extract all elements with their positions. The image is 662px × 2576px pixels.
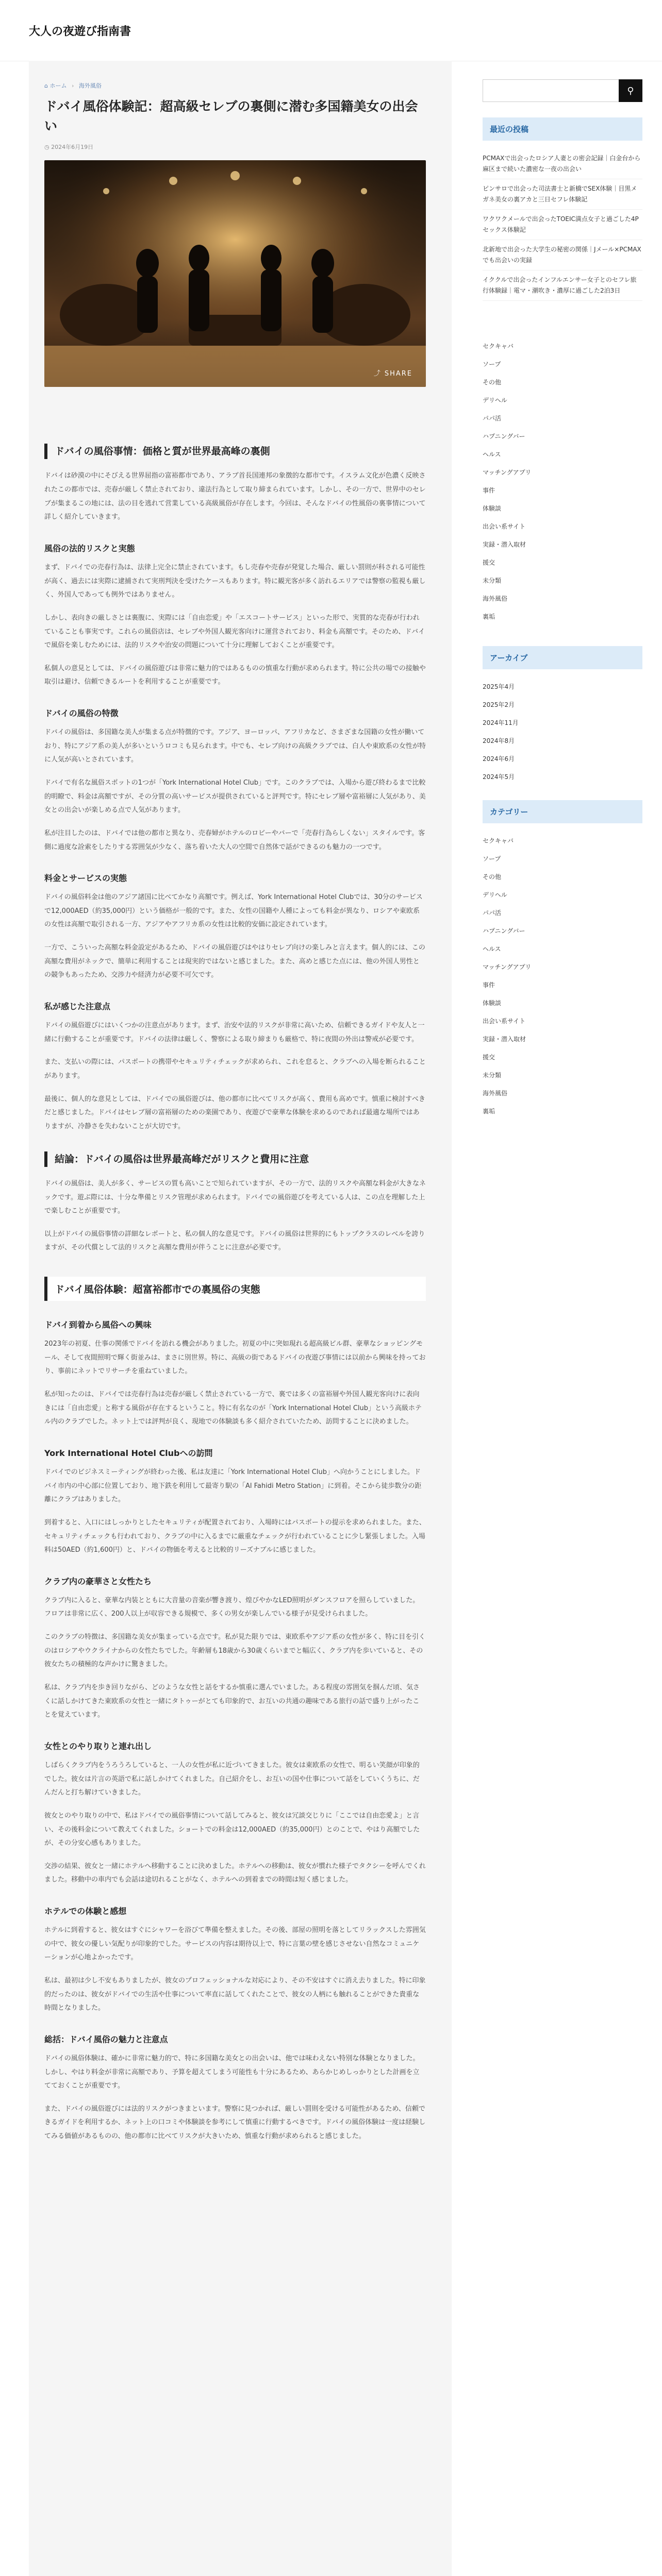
category-link[interactable]: ソープ	[483, 855, 501, 862]
hero-image	[44, 160, 426, 387]
breadcrumb-home[interactable]: ホーム	[49, 82, 67, 89]
paragraph: ドバイで有名な風俗スポットの1つが「York International Hotel Club」です。このクラブでは、入場から遊び終わるまで比較的明瞭で、料金は高額ですが、その分質の高いサービスが提供されていると評判です。特にセレブ層や富裕層に人気があり、美女との出会いが楽しめる点で人気があります。	[44, 779, 426, 815]
category-link[interactable]: 出会い系サイト	[483, 523, 526, 530]
sidebar	[483, 61, 642, 1120]
share-button[interactable]	[374, 368, 416, 378]
paragraph: ドバイの風俗体験は、確かに非常に魅力的で、特に多国籍な美女との出会いは、他では味わえない特別な体験となりました。しかし、やはり料金が非常に高額であり、予算を超えてしまう可能性も十分にあるため、あらかじめしっかりとした計画を立てておくことが重要です。	[44, 2054, 420, 2090]
paragraph: 彼女とのやり取りの中で、私はドバイでの風俗事情について話してみると、彼女は冗談交じりに「ここでは自由恋愛よ」と言い、その後料金について教えてくれました。ショートでの料金は12,000AED（約35,000円）とのことで、やはり高額でしたが、その分安心感もありました。	[44, 1811, 420, 1848]
paragraph: 私個人の意見としては、ドバイの風俗遊びは非常に魅力的ではあるものの慎重な行動が求められます。特に公共の場での接触や取引は避け、信頼できるルートを利用することが重要です。	[44, 664, 426, 686]
category-link[interactable]: 事件	[483, 487, 495, 494]
subsection-heading: York International Hotel Clubへの訪問	[44, 1448, 213, 1458]
archive-link[interactable]: 2024年11月	[483, 719, 519, 726]
paragraph: 到着すると、入口にはしっかりとしたセキュリティが配置されており、入場時にはパスポートの提示を求められました。また、セキュリティチェックも行われており、クラブの中に入るまでに厳重なチェックが行われていることに少し緊張しました。入場料は50AED（約1,600円）と、ドバイの物価を考えると比較的リーズナブルに感じました。	[44, 1518, 426, 1554]
site-title[interactable]: 大人の夜遊び指南書	[29, 25, 131, 38]
paragraph: 私は、クラブ内を歩き回りながら、どのような女性と話をするか慎重に選んでいました。ある程度の雰囲気を掴んだ頃、気さくに話しかけてきた東欧系の女性と一緒にタトゥーがとても印象的で、お互いの共通の趣味である旅行の話で盛り上がったことを覚えています。	[44, 1684, 420, 1719]
archive-link[interactable]: 2025年4月	[483, 683, 515, 690]
category-link[interactable]: 実録・潜入取材	[483, 1036, 526, 1043]
category-link[interactable]: その他	[483, 873, 502, 880]
paragraph: また、支払いの際には、パスポートの携帯やセキュリティチェックが求められ、これを怠ると、クラブへの入場を断られることがあります。	[44, 1058, 426, 1080]
share-icon: ⤴	[373, 370, 382, 378]
category-link[interactable]: パパ活	[483, 415, 502, 422]
paragraph: 以上がドバイの風俗事情の詳細なレポートと、私の個人的な意見です。ドバイの風俗は世界的にもトップクラスのレベルを誇りますが、その代償として法的リスクと高額な費用が伴うことに注意が必要です。	[44, 1230, 425, 1252]
subsection-heading: 料金とサービスの実態	[44, 873, 127, 884]
paragraph: 一方で、こういった高額な料金設定があるため、ドバイの風俗遊びはやはりセレブ向けの楽しみと言えます。個人的には、この高額な費用がネックで、簡単に利用することは現実的ではないと感じました。また、高めと感じた点には、他の外国人男性との競争もあったため、交渉力や経済力が必要不可欠です。	[44, 944, 425, 979]
paragraph: また、ドバイの風俗遊びには法的リスクがつきまといます。警察に見つかれば、厳しい罰則を受ける可能性があるため、信頼できるガイドを利用するか、ネット上の口コミや体験談を参考にして慎重に行動するべきです。ドバイの風俗体験は一度は経験してみる価値があるものの、他の都市に比べてリスクが大きいため、慎重な行動が求められると感じました。	[44, 2105, 426, 2141]
paragraph: 私が知ったのは、ドバイでは売春行為は売春が厳しく禁止されている一方で、裏では多くの富裕層や外国人観光客向けに表向きには「自由恋愛」と称する風俗が存在するということ。特に有名なのが「York International Hotel Club」という高級ホテル内のクラブでした。ネット上では評判が良く、現地での体験談も多く紹介されていたため、訪問することに決めました。	[44, 1391, 422, 1426]
article-body	[44, 444, 426, 2144]
category-link[interactable]: ヘルス	[483, 451, 501, 458]
category-link[interactable]: マッチングアプリ	[483, 963, 532, 971]
breadcrumb-separator: ›	[71, 82, 74, 89]
category-link[interactable]: セクキャバ	[483, 837, 514, 844]
category-link[interactable]: その他	[483, 379, 502, 386]
article	[44, 81, 426, 2153]
paragraph: しかし、表向きの厳しさとは裏腹に、実際には「自由恋愛」や「エスコートサービス」といった形で、実質的な売春が行われていることも事実です。これらの風俗店は、セレブや外国人観光客向けに運営されており、料金も高額です。そのため、ドバイで風俗を楽しむためには、法的リスクや治安の問題について十分に理解しておくことが重要です。	[44, 614, 425, 650]
category-link[interactable]: セクキャバ	[483, 343, 514, 350]
recent-post-link[interactable]: PCMAXで出会ったロシア人妻との密会記録｜白金台から麻区まで続いた濃密な一夜の出会い	[483, 149, 642, 179]
search-form	[483, 79, 642, 102]
section-heading: 結論：ドバイの風俗は世界最高峰だがリスクと費用に注意	[44, 1151, 426, 1167]
content-wrapper	[29, 61, 642, 2576]
recent-post-link[interactable]: イククルで出会ったインフルエンサー女子とのセフレ旅行体験録｜電マ・潮吹き・濃厚に過ごした2泊3日	[483, 270, 642, 301]
paragraph: ドバイの風俗料金は他のアジア諸国に比べてかなり高額です。例えば、York International Hotel Clubでは、30分のサービスで12,000AED（約35,000円）という価格が一般的です。また、女性の国籍や人種によっても料金が異なり、ロシアや東欧系の女性は高額で取引される一方、アジアやアフリカ系の女性は比較的安価に設定されています。	[44, 893, 423, 929]
paragraph: ドバイでのビジネスミーティングが終わった後、私は友達に「York International Hotel Club」へ向かうことにしました。ドバイ市内の中心部に位置しており、地下鉄を利用して最寄り駅の「Al Fahidi Metro Station」に到着。そこから徒歩数分の距離にクラブはありました。	[44, 1468, 422, 1504]
category-link[interactable]: 援交	[483, 1054, 495, 1061]
subsection-heading: クラブ内の豪華さと女性たち	[44, 1576, 152, 1586]
category-heading: カテゴリー	[483, 800, 642, 823]
category-link[interactable]: パパ活	[483, 909, 502, 917]
category-link[interactable]: 海外風俗	[483, 1090, 508, 1097]
category-link[interactable]: 援交	[483, 559, 495, 566]
share-label: SHARE	[384, 370, 412, 378]
paragraph: クラブ内に入ると、豪華な内装とともに大音量の音楽が響き渡り、煌びやかなLED照明がダンスフロアを照らしていました。フロアは非常に広く、200人以上が収容できる規模で、多くの男女が楽しんでいる様子が見受けられました。	[44, 1596, 420, 1618]
archive-list	[483, 677, 642, 786]
archive-link[interactable]: 2025年2月	[483, 701, 515, 708]
category-link[interactable]: 未分類	[483, 1072, 502, 1079]
subsection-heading: ドバイの風俗の特徴	[44, 708, 119, 719]
paragraph: ドバイは砂漠の中にそびえる世界屈指の富裕都市であり、アラブ首長国連邦の象徴的な都市です。イスラム文化が色濃く反映されたこの都市では、売春が厳しく禁止されており、違法行為として取り締まられています。しかし、その一方で、世界中のセレブが集まるこの地には、法の目を逃れて営業している高級風俗が存在します。今回は、そんなドバイの性風俗の裏事情について詳しく紹介していきます。	[44, 472, 426, 521]
section-heading-box: ドバイ風俗体験：超富裕都市での裏風俗の実態	[44, 1277, 426, 1301]
recent-posts-heading: 最近の投稿	[483, 117, 642, 141]
category-link[interactable]: 事件	[483, 981, 495, 989]
post-date-text: 2024年6月19日	[51, 144, 94, 150]
paragraph: ドバイの風俗遊びにはいくつかの注意点があります。まず、治安や法的リスクが非常に高いため、信頼できるガイドや友人と一緒に行動することが重要です。ドバイの法律は厳しく、警察による取り締まりも厳格で、特に夜間の外出は警戒が必要です。	[44, 1022, 425, 1043]
paragraph: このクラブの特徴は、多国籍な美女が集まっている点です。私が見た限りでは、東欧系やアジア系の女性が多く、特に目を引くのはロシアやウクライナからの女性たちでした。年齢層も18歳から30歳くらいまでと幅広く、クラブ内を歩いていると、その彼女たちの積極的な声かけに驚きました。	[44, 1633, 426, 1669]
search-input[interactable]	[483, 79, 619, 102]
search-button[interactable]	[619, 79, 642, 102]
category-link[interactable]: 体験談	[483, 999, 502, 1007]
paragraph: しばらくクラブ内をうろうろしていると、一人の女性が私に近づいてきました。彼女は東欧系の女性で、明るい笑顔が印象的でした。彼女は片言の英語で私に話しかけてくれました。自己紹介をし、お互いの国や仕事について話をしていくうちに、だんだんと打ち解けていきました。	[44, 1761, 420, 1797]
archive-link[interactable]: 2024年6月	[483, 755, 515, 762]
category-link[interactable]: デリヘル	[483, 397, 507, 404]
paragraph: ドバイの風俗は、多国籍な美人が集まる点が特徴的です。アジア、ヨーロッパ、アフリカなど、さまざまな国籍の女性が働いており、特にアジア系の美人が多いというロコミも見られます。中でも、セレブ向けの高級クラブでは、白人や東欧系の女性が特に人気が高いとされています。	[44, 728, 426, 764]
main-column	[29, 61, 452, 2576]
paragraph: ドバイの風俗は、美人が多く、サービスの質も高いことで知られていますが、その一方で、法的リスクや高額な料金が大きなネックです。遊ぶ際には、十分な準備とリスク管理が求められます。ドバイでの風俗遊びを考えている人は、この点を理解した上で楽しむことが重要です。	[44, 1179, 426, 1215]
subsection-heading: 総括：ドバイ風俗の魅力と注意点	[44, 2034, 168, 2044]
recent-post-link[interactable]: ワクワクメールで出会ったTOEIC満点女子と過ごした4Pセックス体験記	[483, 210, 642, 240]
subsection-heading: 女性とのやり取りと連れ出し	[44, 1741, 152, 1751]
paragraph: 交渉の結果、彼女と一緒にホテルへ移動することに決めました。ホテルへの移動は、彼女が慣れた様子でタクシーを呼んでくれました。移動中の車内でも会話は途切れることがなく、ホテルへの到着までの時間は短く感じました。	[44, 1862, 426, 1884]
category-link[interactable]: 未分類	[483, 577, 502, 584]
breadcrumb	[44, 81, 426, 90]
site-header	[0, 0, 662, 61]
category-link[interactable]: ハプニングバー	[483, 433, 525, 440]
home-icon: ⌂	[44, 82, 48, 89]
hero-illustration	[44, 160, 426, 387]
calendar-icon: ◷	[44, 144, 49, 150]
category-link[interactable]: ヘルス	[483, 945, 501, 953]
recent-post-link[interactable]: 北新地で出会った大学生の秘密の関係｜Jメール×PCMAXでも出会いの実録	[483, 240, 642, 270]
category-list-top	[483, 337, 642, 625]
archive-link[interactable]: 2024年8月	[483, 737, 515, 744]
paragraph: ホテルに到着すると、彼女はすぐにシャワーを浴びて準備を整えました。その後、部屋の照明を落としてリラックスした雰囲気の中で、彼女の優しい気配りが印象的でした。サービスの内容は期待以上で、特に言葉の壁を感じさせない自然なコミュニケーションが心地よかったです。	[44, 1926, 426, 1962]
paragraph: 最後に、個人的な意見としては、ドバイでの風俗遊びは、他の都市に比べてリスクが高く、費用も高めです。慎重に検討すべきだと感じました。ドバイはセレブ層の富裕層のための楽園であり、夜遊びで豪華な体験を求めるのであれば最適な場所ではありますが、冷静さを失わないことが大切です。	[44, 1095, 425, 1130]
paragraph: まず、ドバイでの売春行為は、法律上完全に禁止されています。もし売春や売春が発覚した場合、厳しい罰則が科される可能性が高く、過去には実際に逮捕されて実刑判決を受けたケースもあります。特に観光客が多く訪れるエリアでは警察の監視も厳しく、外国人であっても例外ではありません。	[44, 563, 426, 599]
category-link[interactable]: 裏垢	[483, 613, 495, 620]
subsection-heading: 私が感じた注意点	[44, 1002, 111, 1012]
category-link[interactable]: 体験談	[483, 505, 502, 512]
category-link[interactable]: 実録・潜入取材	[483, 541, 526, 548]
section-heading: ドバイの風俗事情：価格と質が世界最高峰の裏側	[44, 444, 426, 459]
breadcrumb-category[interactable]: 海外風俗	[78, 82, 102, 89]
category-link[interactable]: ソープ	[483, 361, 501, 368]
recent-posts-list	[483, 149, 642, 301]
category-link[interactable]: デリヘル	[483, 891, 507, 899]
paragraph: 2023年の初夏、仕事の関係でドバイを訪れる機会がありました。初夏の中に突如現れる超高級ビル群、豪華なショッピングモール、そして夜間照明で輝く街並みは、まさに別世界。特に、高級の街であるドバイの夜遊び事情には以前から興味を持っており、事前にネットでリサーチを重ねていました。	[44, 1340, 426, 1376]
recent-post-link[interactable]: ピンサロで出会った司法書士と新橋でSEX体験｜目黒メガネ美女の裏アカと三日セフレ体験記	[483, 179, 642, 210]
paragraph: 私が注目したのは、ドバイでは他の都市と異なり、売春婦がホテルのロビーやバーで「売春行為らしくない」スタイルです。客側に過度な詮索をしたりする雰囲気が少なく、落ち着いた大人の空間で自然体で話ができるのも魅力の一つです。	[44, 829, 425, 851]
subsection-heading: ホテルでの体験と感想	[44, 1906, 127, 1917]
archive-heading: アーカイブ	[483, 646, 642, 669]
subsection-heading: 風俗の法的リスクと実態	[44, 543, 135, 553]
paragraph: 私は、最初は少し不安もありましたが、彼女のプロフェッショナルな対応により、その不安はすぐに消え去りました。特に印象的だったのは、彼女がドバイでの生活や仕事について率直に話してくれたことで、彼女の人柄にも触れることができた貴重な時間となりました。	[44, 1976, 426, 2012]
category-link[interactable]: 海外風俗	[483, 595, 508, 602]
search-icon: ⚲	[627, 85, 634, 96]
category-link[interactable]: 出会い系サイト	[483, 1018, 526, 1025]
category-list	[483, 832, 642, 1120]
category-link[interactable]: ハプニングバー	[483, 927, 525, 935]
subsection-heading: ドバイ到着から風俗への興味	[44, 1320, 152, 1330]
post-date	[44, 143, 426, 151]
archive-link[interactable]: 2024年5月	[483, 773, 515, 781]
category-link[interactable]: 裏垢	[483, 1108, 495, 1115]
page-title: ドバイ風俗体験記：超高級セレブの裏側に潜む多国籍美女の出会い	[44, 99, 418, 133]
category-link[interactable]: マッチングアプリ	[483, 469, 532, 476]
